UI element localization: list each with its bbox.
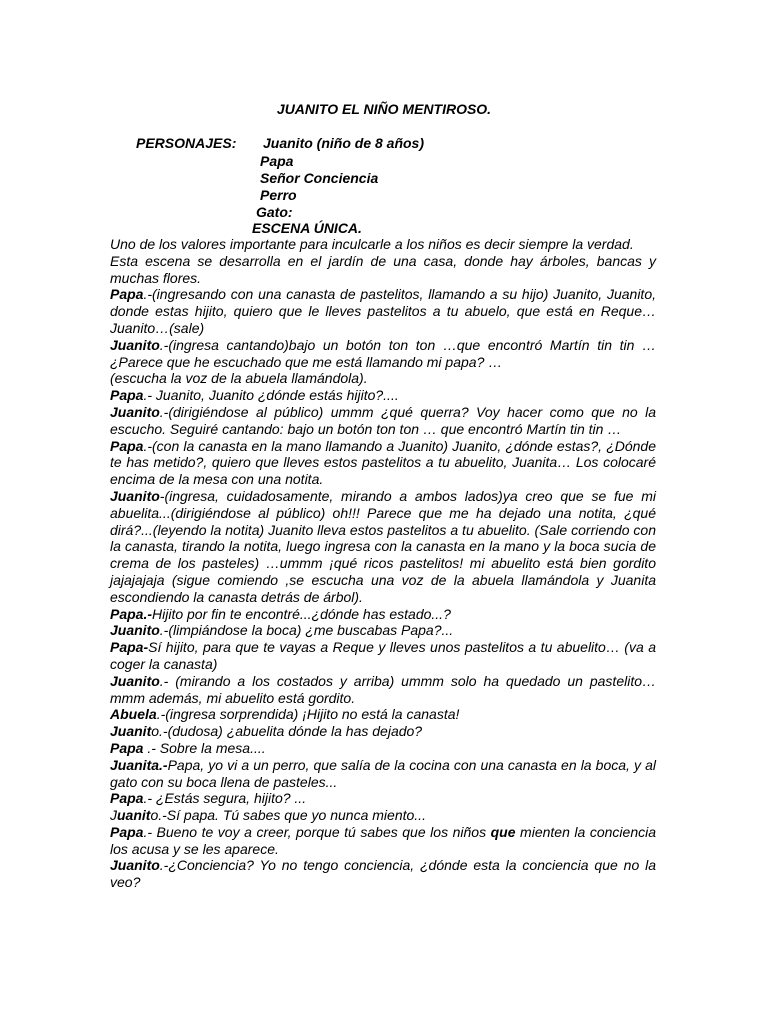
dialogue-line: Juanito.-(ingresa cantando)bajo un botón ton ton …que encontró Martín tin tin … ¿Parece que he escuchado que me está llamando mi papa? … bbox=[110, 336, 656, 370]
speaker-name: Papa bbox=[110, 387, 144, 404]
speaker-name: Abuela bbox=[110, 706, 157, 723]
dialogue-line: Juanito.-(dudosa) ¿abuelita dónde la has dejado? bbox=[110, 723, 423, 740]
speaker-name: Papa.- bbox=[110, 605, 153, 622]
speaker-name: Papa bbox=[110, 823, 144, 840]
dialogue-line: Juanito.-Sí papa. Tú sabes que yo nunca miento... bbox=[110, 807, 426, 824]
cast-papa: Papa bbox=[260, 153, 294, 169]
cast-conciencia: Señor Conciencia bbox=[260, 170, 379, 186]
dialogue-line: Juanito.- (mirando a los costados y arriba) ummm solo ha quedado un pastelito… mmm además, mi abuelito está gordito. bbox=[110, 672, 656, 706]
speaker-name: Juanito bbox=[110, 487, 160, 504]
cast-juanito: Juanito (niño de 8 años) bbox=[263, 135, 425, 151]
speaker-name: Juanito bbox=[110, 622, 160, 639]
speaker-name: Papa- bbox=[110, 639, 149, 656]
dialogue-line: Papa.-(ingresando con una canasta de pastelitos, llamando a su hijo) Juanito, Juanito, donde estas hijito, quiero que le lleves pastelitos a tu abuelo, que está en Reque…Juanito…(sale) bbox=[110, 286, 656, 336]
play-body bbox=[110, 236, 656, 891]
speaker-name: Juanit bbox=[110, 723, 152, 740]
speaker-name: Juanita.- bbox=[110, 756, 168, 773]
intro-paragraph: Uno de los valores importante para inculcarle a los niños es decir siempre la verdad. bbox=[110, 236, 634, 252]
dialogue-line: Papa .- Sobre la mesa.... bbox=[110, 739, 266, 756]
dialogue-line: Papa.-Hijito por fin te encontré...¿dónde has estado...? bbox=[110, 605, 451, 622]
speaker-name: Juanito bbox=[110, 336, 160, 353]
speaker-name: Juanito bbox=[110, 672, 160, 689]
scene-heading: ESCENA ÚNICA. bbox=[252, 220, 362, 236]
speaker-name: Papa bbox=[110, 437, 144, 454]
dialogue-line: Papa-Sí hijito, para que te vayas a Reque y lleves unos pastelitos a tu abuelito… (va a coger la canasta) bbox=[110, 639, 656, 672]
cast-perro: Perro bbox=[260, 187, 297, 203]
dialogue-line: Abuela.-(ingresa sorprendida) ¡Hijito no está la canasta! bbox=[110, 706, 460, 723]
dialogue-line: Juanito.-¿Conciencia? Yo no tengo conciencia, ¿dónde esta la conciencia que no la veo? bbox=[110, 857, 656, 891]
stage-direction: (escucha la voz de la abuela llamándola). bbox=[110, 370, 368, 387]
setting-paragraph: Esta escena se desarrolla en el jardín de una casa, donde hay árboles, bancas y muchas flores. bbox=[110, 252, 656, 286]
speaker-name: Juanito bbox=[110, 857, 160, 874]
speaker-name: Juanito bbox=[110, 403, 160, 420]
speaker-name: Papa bbox=[110, 286, 144, 303]
dialogue-line: Juanita.-Papa, yo vi a un perro, que salía de la cocina con una canasta en la boca, y al gato con su boca llena de pasteles... bbox=[110, 756, 656, 790]
speaker-name: uanit bbox=[117, 807, 151, 824]
dialogue-line: Papa.- Juanito, Juanito ¿dónde estás hijito?.... bbox=[110, 387, 399, 404]
speaker-name: Papa bbox=[110, 790, 144, 807]
dialogue-line: Juanito.-(dirigiéndose al público) ummm ¿qué querra? Voy hacer como que no la escucho. Seguiré cantando: bajo un botón ton ton … que encontró Martín tin tin … bbox=[110, 403, 656, 437]
cast-gato: Gato: bbox=[256, 204, 293, 220]
play-title: JUANITO EL NIÑO MENTIROSO. bbox=[276, 101, 492, 117]
cast-label: PERSONAJES: bbox=[136, 135, 237, 151]
dialogue-line: Juanito-(ingresa, cuidadosamente, mirando a ambos lados)ya creo que se fue mi abuelita...(dirigiéndose al público) oh!!! Parece que me ha dejado una notita, ¿qué dirá?...(leyendo la notita) Juanito lleva estos pastelitos a tu abuelito. (Sale corriendo con la canasta, tirando la notita, luego ingresa con la canasta en la mano y la boca sucia de crema de los pasteles) …ummm ¡qué ricos pastelitos! mi abuelito está bien gordito jajajajaja (sigue comiendo ,se escucha una voz de la abuela llamándola y Juanita escondiendo la canasta detrás de árbol). bbox=[110, 487, 656, 605]
dialogue-line: Papa.- Bueno te voy a creer, porque tú sabes que los niños que mienten la conciencia los acusa y se les aparece. bbox=[110, 823, 656, 857]
dialogue-line: Juanito.-(limpiándose la boca) ¿me buscabas Papa?... bbox=[110, 622, 454, 639]
dialogue-line: Papa.- ¿Estás segura, hijito? ... bbox=[110, 790, 307, 807]
dialogue-line: Papa.-(con la canasta en la mano llamando a Juanito) Juanito, ¿dónde estas?, ¿Dónde te has metido?, quiero que lleves estos pastelitos a tu abuelito, Juanita… Los colocaré encima de la mesa con una notita. bbox=[110, 437, 656, 488]
speaker-name: Papa bbox=[110, 739, 144, 756]
